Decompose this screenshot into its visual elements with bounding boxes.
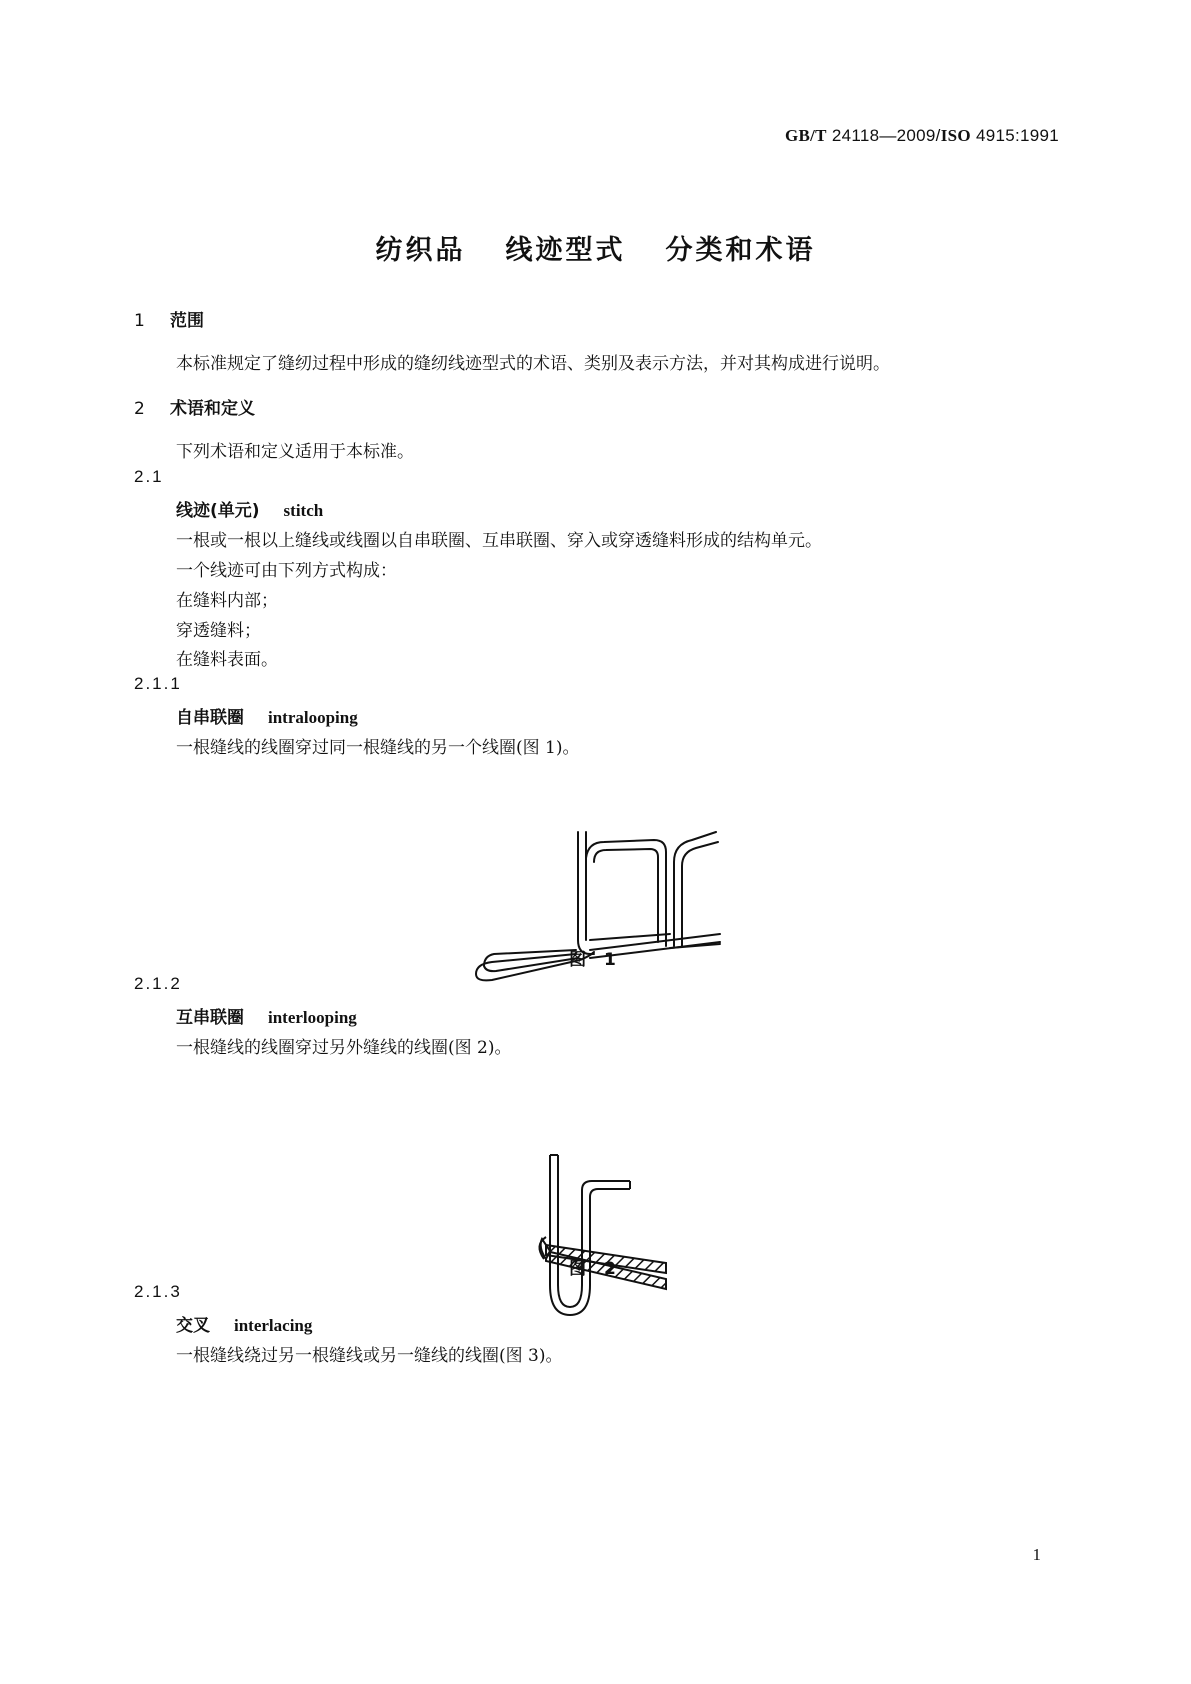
clause-2-1-1-definition: 一根缝线的线圈穿过同一根缝线的另一个线圈(图 1)。	[176, 738, 580, 758]
figure-2-interlooping-diagram	[520, 1145, 680, 1320]
clause-2-1-definition: 一根或一根以上缝线或线圈以自串联圈、互串联圈、穿入或穿透缝料形成的结构单元。	[176, 531, 822, 551]
clause-2-1-term: 线迹(单元) stitch	[176, 501, 324, 521]
figure-2-caption: 图 2	[569, 1259, 622, 1279]
clause-2-1-2-term: 互串联圈 interlooping	[176, 1008, 357, 1028]
section-2-heading: 2 术语和定义	[134, 399, 255, 419]
clause-2-1-number: 2.1	[134, 467, 164, 486]
std-code-iso-num: 4915:1991	[975, 126, 1059, 145]
clause-2-1-item: 在缝料内部；	[176, 591, 278, 611]
figure-1-caption: 图 1	[569, 950, 622, 970]
standard-code	[785, 126, 1059, 146]
section-1-heading: 1 范围	[134, 311, 204, 331]
section-1-body: 本标准规定了缝纫过程中形成的缝纫线迹型式的术语、类别及表示方法，并对其构成进行说明。	[176, 354, 890, 374]
clause-2-1-3-definition: 一根缝线绕过另一根缝线或另一缝线的线圈(图 3)。	[176, 1346, 563, 1366]
section-2-body: 下列术语和定义适用于本标准。	[176, 442, 414, 462]
std-code-iso: ISO	[940, 126, 971, 145]
title-part2: 线迹型式	[505, 235, 626, 266]
std-code-main: 24118—2009/	[831, 126, 941, 145]
document-title	[0, 228, 1191, 267]
clause-2-1-2-number: 2.1.2	[134, 974, 182, 993]
clause-2-1-1-term: 自串联圈 intralooping	[176, 708, 358, 728]
page-number: 1	[1032, 1545, 1041, 1564]
title-part1: 纺织品	[375, 235, 466, 266]
title-part3: 分类和术语	[665, 235, 816, 266]
clause-2-1-item: 穿透缝料；	[176, 621, 261, 641]
clause-2-1-3-term: 交叉 interlacing	[176, 1316, 313, 1336]
clause-2-1-2-definition: 一根缝线的线圈穿过另外缝线的线圈(图 2)。	[176, 1038, 512, 1058]
clause-2-1-1-number: 2.1.1	[134, 674, 182, 693]
std-code-prefix: GB/T	[784, 126, 827, 145]
clause-2-1-note: 一个线迹可由下列方式构成：	[176, 561, 397, 581]
clause-2-1-item: 在缝料表面。	[176, 650, 278, 670]
clause-2-1-3-number: 2.1.3	[134, 1282, 182, 1301]
